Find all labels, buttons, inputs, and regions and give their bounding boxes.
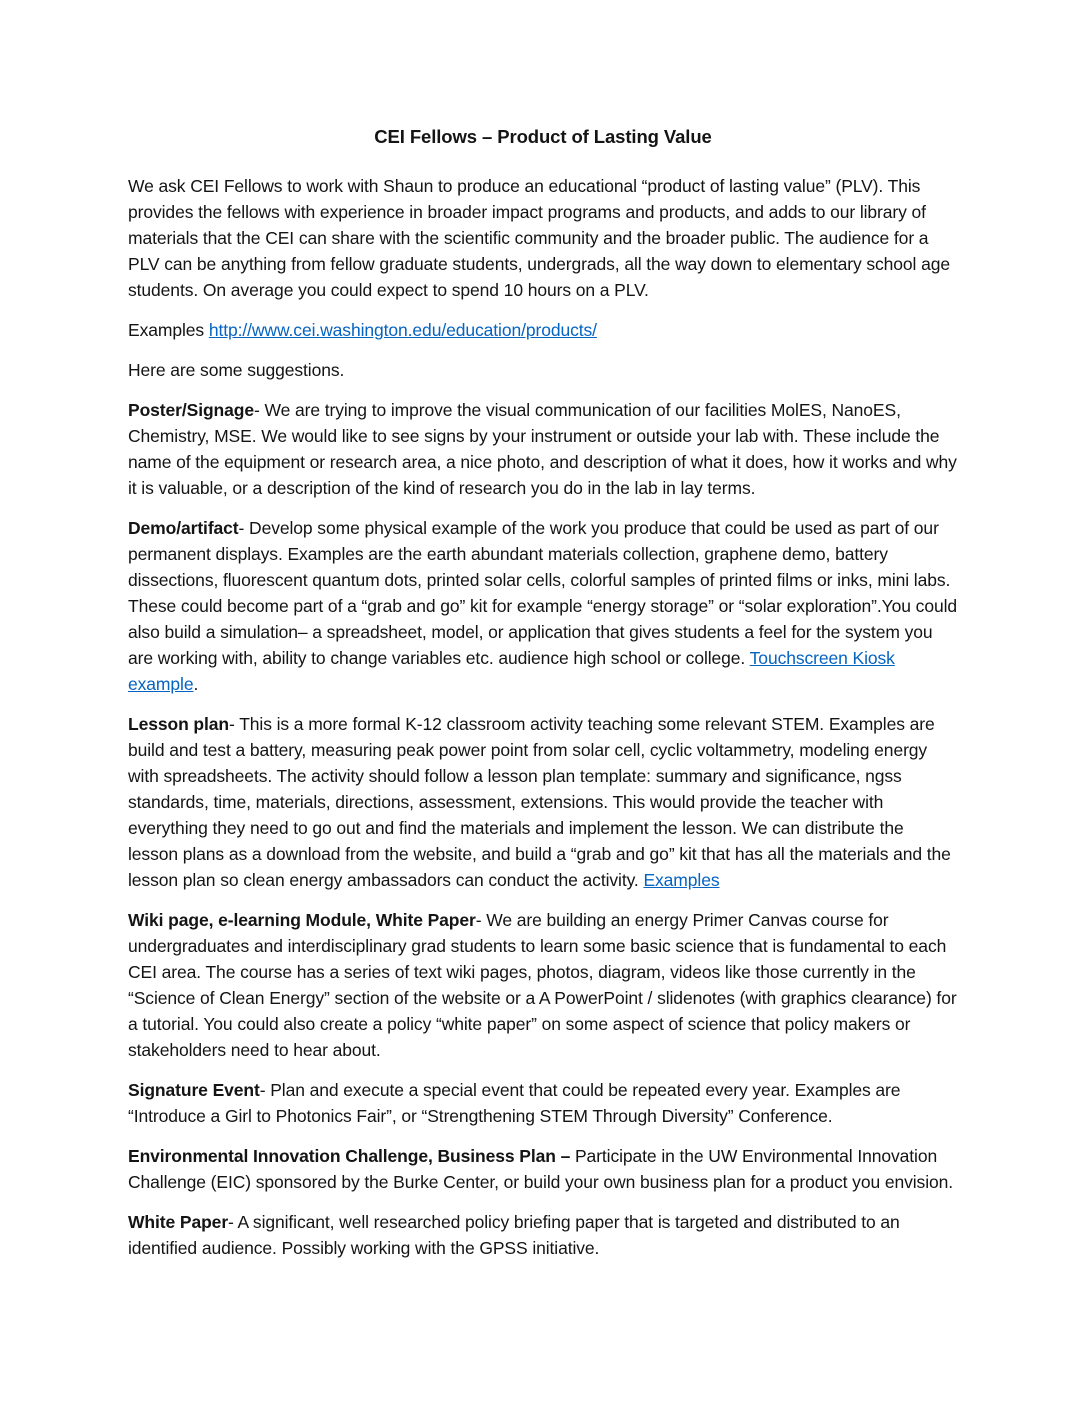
paragraph-wiki-elearning-whitepaper bbox=[128, 907, 958, 1063]
bold-lead-label: Wiki page, e-learning Module, White Paper bbox=[128, 910, 476, 930]
paragraph-lesson-plan bbox=[128, 711, 958, 893]
paragraph-poster-signage bbox=[128, 397, 958, 501]
hyperlink[interactable]: Examples bbox=[643, 870, 720, 890]
bold-lead-label: Demo/artifact bbox=[128, 518, 239, 538]
text-run: Here are some suggestions. bbox=[128, 360, 345, 380]
document-body bbox=[128, 173, 958, 1261]
text-run: - Plan and execute a special event that could be repeated every year. Examples are “Introduce a Girl to Photonics Fair”, or “Strengthening STEM Through Diversity” Conference. bbox=[128, 1080, 901, 1126]
hyperlink[interactable]: http://www.cei.washington.edu/education/products/ bbox=[208, 320, 597, 340]
paragraph-white-paper bbox=[128, 1209, 958, 1261]
paragraph-demo-artifact bbox=[128, 515, 958, 697]
text-run: . bbox=[193, 674, 199, 694]
text-run: - We are building an energy Primer Canvas course for undergraduates and interdisciplinary grad students to learn some basic science that is fundamental to each CEI area. The course has a series of text wiki pages, photos, diagram, videos like those currently in the “Science of Clean Energy” section of the website or a A PowerPoint / slidenotes (with graphics clearance) for a tutorial. You could also create a policy “white paper” on some aspect of science that policy makers or stakeholders need to hear about. bbox=[128, 910, 957, 1060]
document-title: CEI Fellows – Product of Lasting Value bbox=[374, 126, 712, 147]
text-run: - We are trying to improve the visual communication of our facilities MolES, NanoES, Chemistry, MSE. We would like to see signs by your instrument or outside your lab with. These include the name of the equipment or research area, a nice photo, and description of what it does, how it works and why it is valuable, or a description of the kind of research you do in the lab in lay terms. bbox=[128, 400, 957, 498]
bold-lead-label: Signature Event bbox=[128, 1080, 260, 1100]
text-run: Participate in the UW Environmental Innovation Challenge (EIC) sponsored by the Burke Center, or build your own business plan for a product you envision. bbox=[128, 1146, 954, 1192]
paragraph-signature-event bbox=[128, 1077, 958, 1129]
text-run: - This is a more formal K-12 classroom activity teaching some relevant STEM. Examples are build and test a battery, measuring peak power point from solar cell, cyclic voltammetry, modeling energy with spreadsheets. The activity should follow a lesson plan template: summary and significance, ngss standards, time, materials, directions, assessment, extensions. This would provide the teacher with everything they need to go out and find the materials and implement the lesson. We can distribute the lesson plans as a download from the website, and build a “grab and go” kit that has all the materials and the lesson plan so clean energy ambassadors can conduct the activity. bbox=[128, 714, 951, 890]
bold-lead-label: White Paper bbox=[128, 1212, 229, 1232]
bold-lead-label: Poster/Signage bbox=[128, 400, 254, 420]
text-run: Examples bbox=[128, 320, 209, 340]
paragraph-intro bbox=[128, 173, 958, 303]
paragraph-examples-link-line bbox=[128, 317, 958, 343]
text-run: - Develop some physical example of the work you produce that could be used as part of our permanent displays. Examples are the earth abundant materials collection, graphene demo, battery dissections, fluorescent quantum dots, printed solar cells, colorful samples of printed films or inks, mini labs. These could become part of a “grab and go” kit for example “energy storage” or “solar exploration”.You could also build a simulation– a spreadsheet, model, or application that gives students a feel for the system you are working with, ability to change variables etc. audience high school or college. bbox=[128, 518, 958, 668]
text-run: We ask CEI Fellows to work with Shaun to produce an educational “product of lasting value” (PLV). This provides the fellows with experience in broader impact programs and products, and adds to our library of materials that the CEI can share with the scientific community and the broader public. The audience for a PLV can be anything from fellow graduate students, undergrads, all the way down to elementary school age students. On average you could expect to spend 10 hours on a PLV. bbox=[128, 176, 950, 300]
bold-lead-label: Environmental Innovation Challenge, Business Plan – bbox=[128, 1146, 575, 1166]
paragraph-environmental-innovation-challenge bbox=[128, 1143, 958, 1195]
hyperlink[interactable]: Touchscreen Kiosk example bbox=[128, 648, 895, 694]
text-run: - A significant, well researched policy briefing paper that is targeted and distributed to an identified audience. Possibly working with the GPSS initiative. bbox=[128, 1212, 900, 1258]
paragraph-suggestions-lead bbox=[128, 357, 958, 383]
bold-lead-label: Lesson plan bbox=[128, 714, 230, 734]
